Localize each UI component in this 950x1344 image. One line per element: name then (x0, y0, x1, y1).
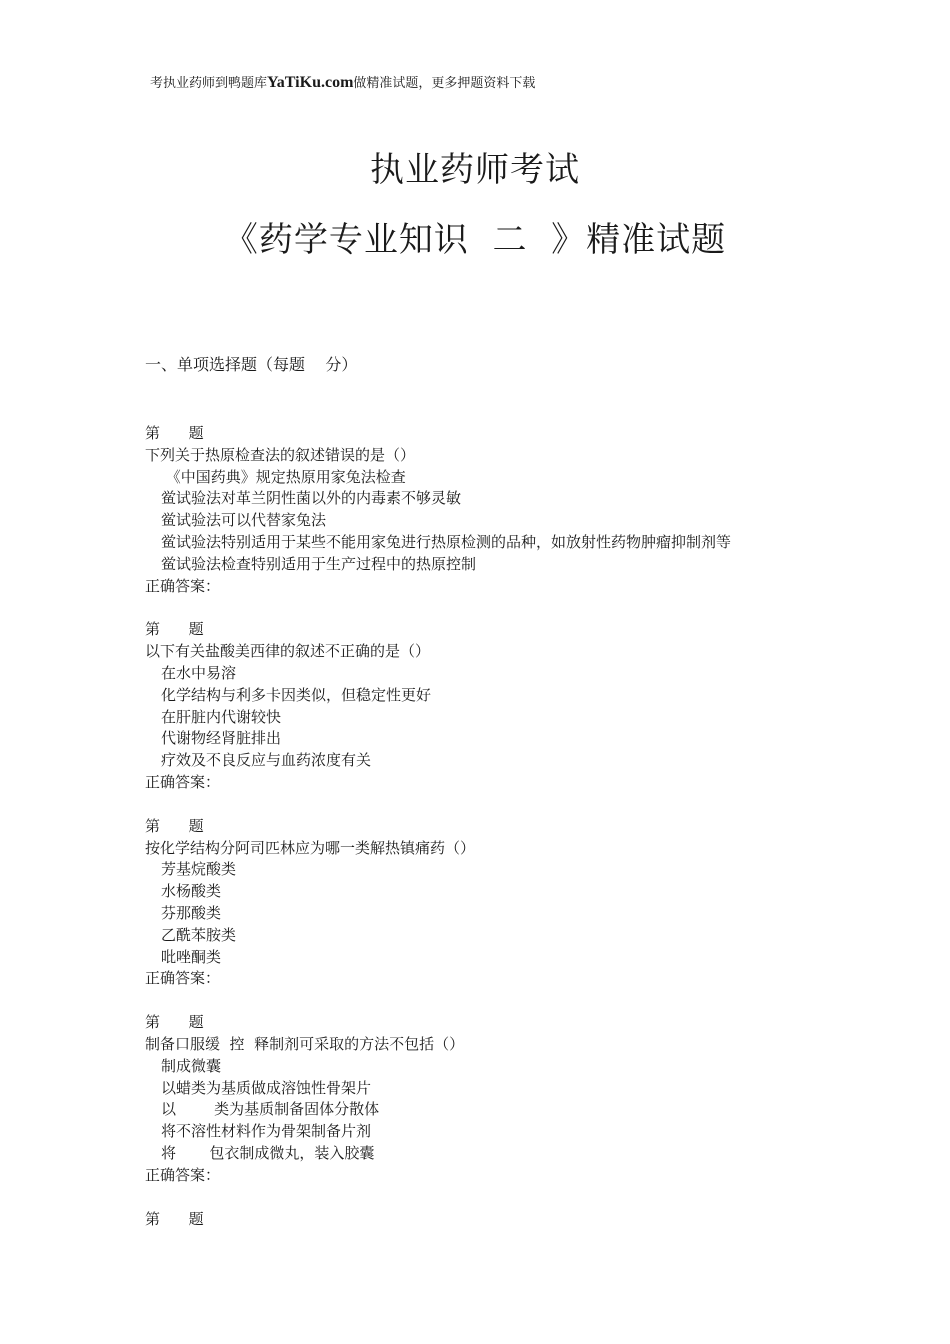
question-option: 鲎试验法检查特别适用于生产过程中的热原控制 (161, 554, 477, 573)
question-1 (145, 423, 845, 597)
question-stem: 下列关于热原检查法的叙述错误的是（） (145, 445, 416, 464)
question-option: 鲎试验法可以代替家兔法 (161, 511, 327, 530)
document-title: 执业药师考试 (370, 150, 580, 190)
question-option: 《中国药典》规定热原用家兔法检查 (161, 467, 406, 486)
header-suffix: 做精准试题，更多押题资料下载 (353, 76, 536, 91)
question-answer: 正确答案： (145, 1165, 221, 1184)
question-option: 制成微囊 (161, 1056, 222, 1075)
question-option: 将 包衣制成微丸，装入胶囊 (161, 1143, 375, 1162)
question-label: 第 题 (145, 424, 204, 442)
question-option: 在水中易溶 (161, 663, 237, 682)
question-option: 乙酰苯胺类 (161, 925, 237, 944)
question-stem: 以下有关盐酸美西律的叙述不正确的是（） (145, 642, 431, 661)
question-label: 第 题 (145, 620, 204, 639)
question-option: 吡唑酮类 (161, 947, 222, 966)
question-3 (145, 816, 845, 990)
question-answer: 正确答案： (145, 772, 221, 791)
question-label: 第 题 (145, 1013, 204, 1032)
question-option: 将不溶性材料作为骨架制备片剂 (161, 1122, 372, 1141)
question-stem: 按化学结构分阿司匹林应为哪一类解热镇痛药（） (145, 838, 476, 857)
question-5 (145, 1209, 845, 1231)
question-answer: 正确答案： (145, 969, 221, 988)
question-answer: 正确答案： (145, 576, 221, 595)
question-option: 芳基烷酸类 (161, 860, 237, 879)
question-option: 以 类为基质制备固体分散体 (161, 1100, 380, 1119)
question-option: 鲎试验法对革兰阴性菌以外的内毒素不够灵敏 (161, 489, 462, 508)
question-4 (145, 1012, 845, 1186)
question-option: 以蜡类为基质做成溶蚀性骨架片 (161, 1078, 372, 1097)
header-brand: YaTiKu.com (267, 74, 354, 91)
question-option: 水杨酸类 (161, 882, 222, 901)
document-subtitle: 《药学专业知识 二 》精准试题 (223, 220, 727, 260)
question-2 (145, 619, 845, 793)
question-option: 芬那酸类 (161, 903, 222, 922)
section-heading: 一、单项选择题（每题 分） (145, 355, 358, 374)
question-option: 疗效及不良反应与血药浓度有关 (161, 751, 372, 770)
question-option: 在肝脏内代谢较快 (161, 707, 282, 726)
header-prefix: 考执业药师到鸭题库 (150, 76, 268, 91)
question-option: 鲎试验法特别适用于某些不能用家兔进行热原检测的品种，如放射性药物肿瘤抑制剂等 (161, 532, 732, 551)
question-option: 化学结构与利多卡因类似，但稳定性更好 (161, 685, 432, 704)
question-option: 代谢物经肾脏排出 (161, 729, 282, 748)
question-label: 第 题 (145, 1209, 204, 1228)
page-header (150, 72, 535, 95)
question-list (145, 423, 845, 1252)
question-label: 第 题 (145, 816, 204, 835)
question-stem: 制备口服缓 控 释制剂可采取的方法不包括（） (145, 1034, 465, 1053)
